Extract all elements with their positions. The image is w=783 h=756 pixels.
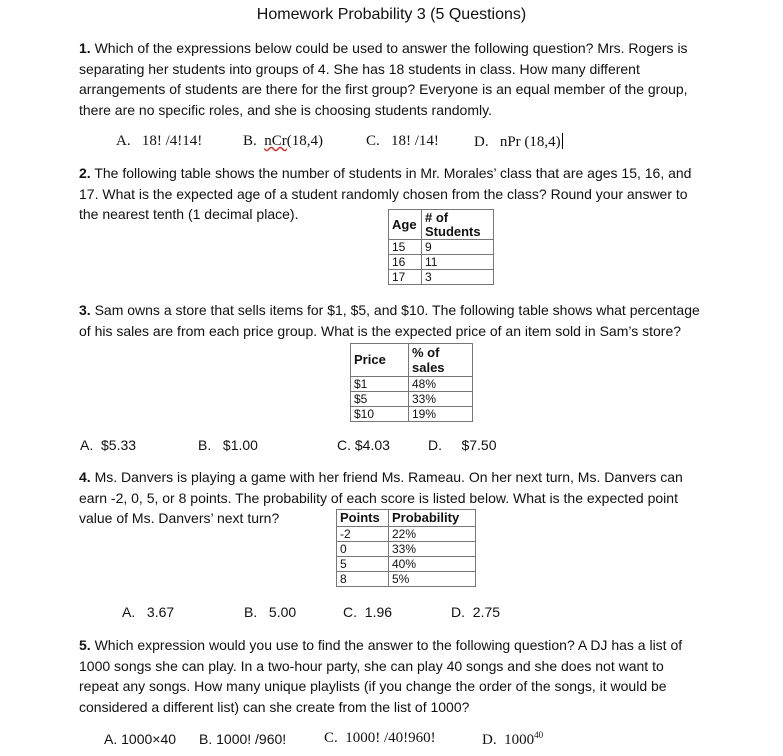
q3-option-b	[198, 437, 258, 453]
q1-option-a	[116, 133, 202, 150]
table-row	[351, 407, 473, 422]
q4-option-a-letter: A.	[122, 604, 136, 620]
q5-option-b: B. 1000! /960!	[199, 731, 287, 747]
table-cell: 15	[389, 240, 422, 255]
q1-option-c-text: 18! /14!	[391, 133, 439, 149]
question-2-number: 2.	[79, 165, 91, 181]
points-table-header-points: Points	[337, 510, 389, 527]
table-cell: $10	[351, 407, 409, 422]
price-table-header-price: Price	[351, 344, 409, 377]
table-cell: $5	[351, 392, 409, 407]
table-row	[337, 542, 476, 557]
q3-option-c-letter: C.	[337, 437, 351, 453]
age-table-header-age: Age	[389, 210, 422, 240]
table-row	[351, 377, 473, 392]
question-5-number: 5.	[79, 637, 91, 653]
points-table-header-probability: Probability	[389, 510, 476, 527]
question-1-text: Which of the expressions below could be used to answer the following question? Mrs. Rogers is separating her students into groups of 4. She has 18 students in class. How many different arrangements of students are there for the first group? Everyone is an equal member of the group, there are no specific roles, and she is choosing students randomly.	[79, 40, 688, 118]
q3-option-b-letter: B.	[198, 437, 212, 453]
q1-option-c	[366, 133, 439, 150]
question-4-text: Ms. Danvers is playing a game with her friend Ms. Rameau. On her next turn, Ms. Danvers can earn -2, 0, 5, or 8 points. The probability of each score is listed below. What is the expected point value of Ms. Danvers’ next turn?	[79, 469, 683, 526]
q3-option-c-text: $4.03	[354, 437, 390, 453]
q4-option-a-text: 3.67	[146, 604, 175, 620]
table-cell: 22%	[389, 527, 476, 542]
question-5-text: Which expression would you use to find the answer to the following question? A DJ has a list of 1000 songs she can play. In a two-hour party, she can play 40 songs and she does not want to repeat any songs. How many unique playlists (if you change the order of the songs, it would be considered a different list) can she create from the list of 1000?	[79, 637, 683, 715]
page-title: Homework Probability 3 (5 Questions)	[256, 6, 527, 23]
table-cell: 19%	[409, 407, 473, 422]
q5-option-d-letter: D.	[482, 732, 497, 748]
q4-option-d	[451, 604, 500, 620]
q3-option-d	[428, 437, 497, 453]
q3-option-a-letter: A.	[80, 437, 94, 453]
price-table	[350, 343, 473, 422]
q1-option-d	[474, 133, 563, 151]
q4-option-d-letter: D.	[451, 604, 465, 620]
table-cell: 9	[422, 240, 494, 255]
price-table-header-percent: % of sales	[409, 344, 473, 377]
question-5	[79, 635, 704, 717]
question-2-text: The following table shows the number of students in Mr. Morales’ class that are ages 15, 16, and 17. What is the expected age of a student randomly chosen from the class? Round your answer to the nearest tenth (1 decimal place).	[79, 165, 692, 222]
table-row	[351, 392, 473, 407]
q1-option-a-text: 18! /4!14!	[141, 133, 203, 149]
table-cell: 48%	[409, 377, 473, 392]
table-row	[389, 255, 494, 270]
q4-option-c	[343, 604, 392, 620]
q4-option-b-letter: B.	[244, 604, 258, 620]
q4-option-b-text: 5.00	[268, 604, 297, 620]
table-row	[337, 557, 476, 572]
table-cell: 3	[422, 270, 494, 285]
table-row	[337, 527, 476, 542]
q4-option-a	[122, 604, 174, 620]
table-cell: 33%	[389, 542, 476, 557]
q5-option-c-text: 1000! /40!960!	[345, 730, 436, 746]
q3-option-b-text: $1.00	[222, 437, 258, 453]
q1-option-d-letter: D.	[474, 134, 489, 150]
age-table-header-count: # of Students	[422, 210, 494, 240]
question-4-number: 4.	[79, 469, 91, 485]
q4-option-d-text: 2.75	[472, 604, 501, 620]
q3-option-a-text: $5.33	[101, 437, 137, 453]
table-cell: 16	[389, 255, 422, 270]
q5-option-c	[324, 730, 436, 747]
q1-option-a-letter: A.	[116, 133, 131, 149]
q5-option-d	[482, 730, 543, 749]
table-cell: -2	[337, 527, 389, 542]
q3-option-d-letter: D.	[428, 437, 442, 453]
table-cell: 40%	[389, 557, 476, 572]
q1-option-b-letter: B.	[243, 133, 257, 149]
q4-option-b	[244, 604, 296, 620]
table-row	[389, 270, 494, 285]
table-cell: 11	[422, 255, 494, 270]
q5-option-d-base: 1000	[504, 732, 535, 748]
points-table	[336, 509, 476, 587]
q1-option-b-suffix: (18,4)	[286, 133, 324, 149]
q5-option-d-exponent: 40	[534, 730, 544, 740]
table-row	[337, 572, 476, 587]
table-cell: 33%	[409, 392, 473, 407]
age-table	[388, 209, 494, 285]
question-3-text: Sam owns a store that sells items for $1, $5, and $10. The following table shows what percentage of his sales are from each price group. What is the expected price of an item sold in Sam’s store?	[79, 302, 700, 339]
table-cell: 17	[389, 270, 422, 285]
q3-option-d-text: $7.50	[461, 437, 497, 453]
q4-option-c-text: 1.96	[364, 604, 393, 620]
q5-option-c-letter: C.	[324, 730, 338, 746]
question-3	[79, 300, 704, 341]
q3-option-c	[337, 437, 390, 453]
question-3-number: 3.	[79, 302, 91, 318]
table-row	[389, 240, 494, 255]
question-1-number: 1.	[79, 40, 91, 56]
q1-option-d-text: nPr (18,4)	[499, 134, 561, 150]
q5-option-a: A. 1000×40	[104, 731, 177, 747]
q4-option-c-letter: C.	[343, 604, 357, 620]
question-1	[79, 38, 699, 120]
text-cursor	[562, 133, 563, 149]
table-cell: 0	[337, 542, 389, 557]
table-cell: 5%	[389, 572, 476, 587]
q3-option-a	[80, 437, 136, 453]
q1-option-c-letter: C.	[366, 133, 380, 149]
q1-option-b-prefix: nCr	[264, 133, 287, 149]
q1-option-b	[243, 133, 323, 150]
table-cell: 5	[337, 557, 389, 572]
table-cell: 8	[337, 572, 389, 587]
table-cell: $1	[351, 377, 409, 392]
